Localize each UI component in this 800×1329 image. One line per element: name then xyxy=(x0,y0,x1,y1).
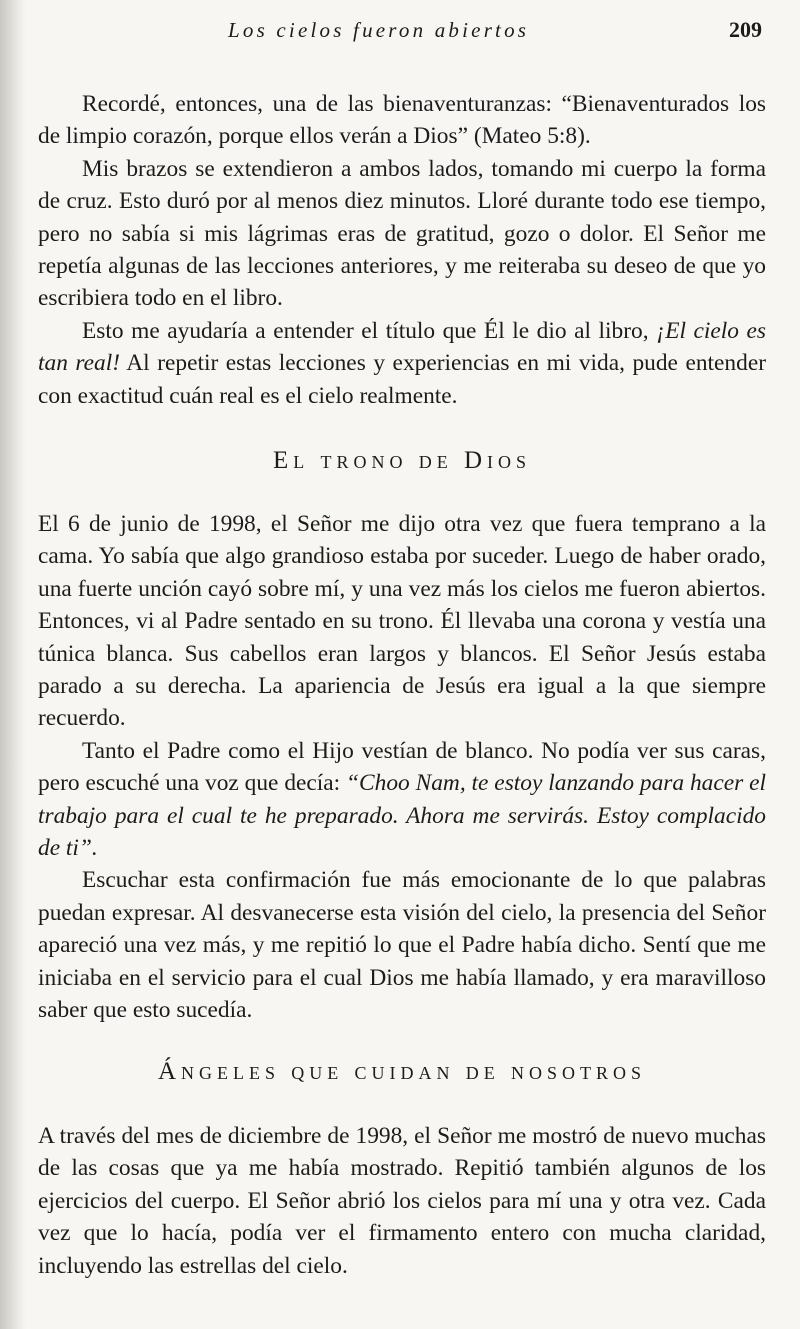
angels-section xyxy=(38,1120,766,1282)
paragraph-text: Al repetir estas lecciones y experiencias en mi vida, pude entender con exactitud cuán real es el cielo realmente. xyxy=(38,350,766,409)
quote-emphasis: “Choo Nam, te estoy lanzando para hacer el trabajo para el cual te he preparado. Ahora me servirás. Estoy complacido de ti”. xyxy=(38,770,766,862)
book-page xyxy=(38,0,766,1329)
section-heading-angels: Ángeles que cuidan de nosotros xyxy=(157,1058,647,1085)
running-head xyxy=(38,18,766,48)
paragraph: El 6 de junio de 1998, el Señor me dijo otra vez que fuera temprano a la cama. Yo sabía que algo grandioso estaba por suceder. Luego de haber orado, una fuerte unción cayó sobre mí, y una vez más los cielos me fueron abiertos. Entonces, vi al Padre sentado en su trono. Él llevaba una corona y vestía una túnica blanca. Sus cabellos eran largos y blancos. El Señor Jesús estaba parado a su derecha. La apariencia de Jesús era igual a la que siempre recuerdo. xyxy=(38,511,766,732)
paragraph-text: Esto me ayudaría a entender el título que Él le dio al libro, xyxy=(82,317,657,344)
paragraph-text: Tanto el Padre como el Hijo vestían de blanco. No podía ver sus caras, pero escuché una voz que decía: xyxy=(38,737,766,797)
paragraph: A través del mes de diciembre de 1998, el Señor me mostró de nuevo muchas de las cosas que ya me había mostrado. Repitió también algunos de los ejercicios del cuerpo. El Señor abrió los cielos para mí una y otra vez. Cada vez que lo hacía, podía ver el firmamento entero con mucha claridad, incluyendo las estrellas del cielo. xyxy=(38,1123,766,1279)
page-number: 209 xyxy=(729,17,762,42)
book-spine-shadow xyxy=(0,0,26,1329)
paragraph xyxy=(38,315,766,412)
paragraph xyxy=(38,735,766,865)
paragraph: Mis brazos se extendieron a ambos lados, tomando mi cuerpo la forma de cruz. Esto duró por al menos diez minutos. Lloré durante todo ese tiempo, pero no sabía si mis lágrimas eras de gratitud, gozo o dolor. El Señor me repetía algunas de las lecciones anteriores, y me reiteraba su deseo de que yo escribiera todo en el libro. xyxy=(38,155,766,312)
running-head-title: Los cielos fueron abiertos xyxy=(228,18,530,42)
section-heading-throne: El trono de Dios xyxy=(272,447,532,474)
paragraph: Escuchar esta confirmación fue más emocionante de lo que palabras puedan expresar. Al desvanecerse esta visión del cielo, la presencia del Señor apareció una vez más, y me repitió lo que el Padre había dicho. Sentí que me iniciaba en el servicio para el cual Dios me había llamado, y era maravilloso saber que esto sucedía. xyxy=(38,867,766,1024)
paragraph: Recordé, entonces, una de las bienaventuranzas: “Bienaventurados los de limpio corazón, porque ellos verán a Dios” (Mateo 5:8). xyxy=(38,91,766,150)
intro-section xyxy=(38,88,766,412)
throne-section xyxy=(38,508,766,1027)
book-title-emphasis: ¡El cielo es tan real! xyxy=(38,317,767,377)
